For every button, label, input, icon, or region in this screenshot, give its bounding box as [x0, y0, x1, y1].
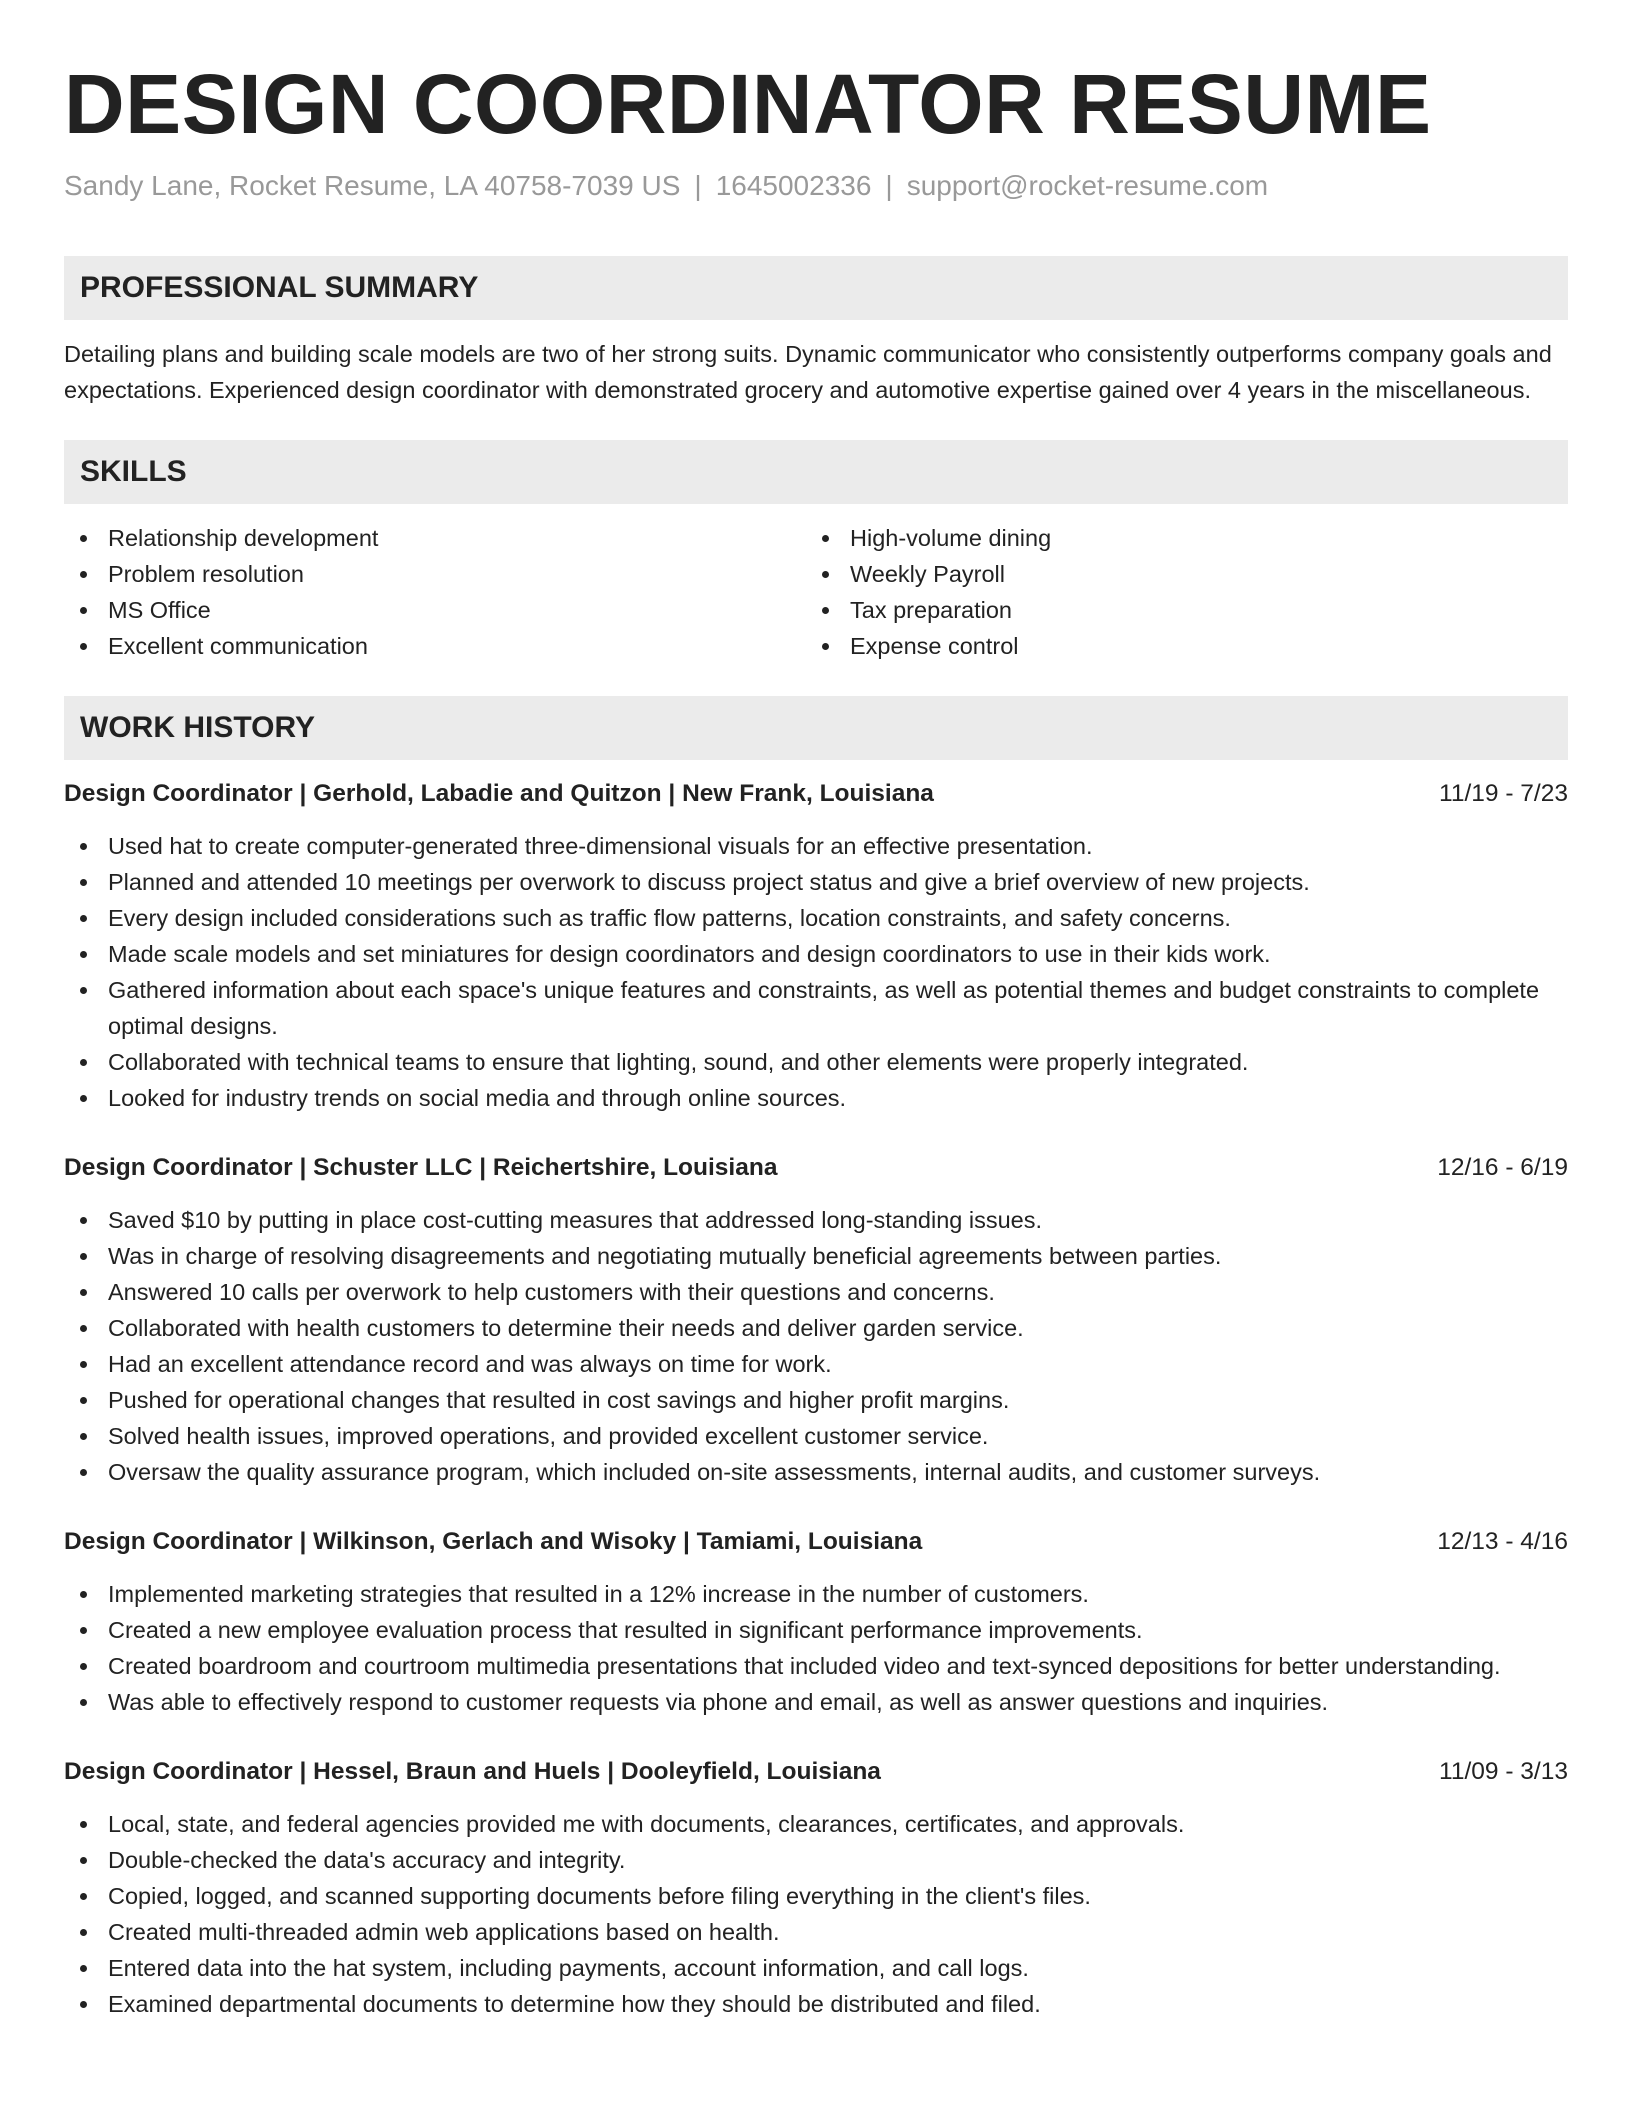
job-bullet: Answered 10 calls per overwork to help customers with their questions and concerns.: [64, 1274, 1568, 1310]
summary-heading: PROFESSIONAL SUMMARY: [64, 256, 1568, 320]
skills-column-left: [64, 520, 806, 664]
job-bullets: [64, 1202, 1568, 1490]
skill-item: High-volume dining: [806, 520, 1548, 556]
job-bullet: Looked for industry trends on social media and through online sources.: [64, 1080, 1568, 1116]
job-bullet: Pushed for operational changes that resulted in cost savings and higher profit margins.: [64, 1382, 1568, 1418]
job-bullet: Solved health issues, improved operations, and provided excellent customer service.: [64, 1418, 1568, 1454]
job-bullet: Gathered information about each space's unique features and constraints, as well as potential themes and budget constraints to complete optimal designs.: [64, 972, 1568, 1044]
job-entry: [64, 1150, 1568, 1490]
skill-item: Expense control: [806, 628, 1548, 664]
job-bullet: Saved $10 by putting in place cost-cutting measures that addressed long-standing issues.: [64, 1202, 1568, 1238]
contact-line: [64, 168, 1568, 204]
job-dates: 11/19 - 7/23: [1439, 780, 1568, 807]
job-title: Design Coordinator | Schuster LLC | Reichertshire, Louisiana: [64, 1154, 778, 1181]
job-bullet: Double-checked the data's accuracy and integrity.: [64, 1842, 1568, 1878]
skills-list: [64, 520, 1568, 664]
job-bullet: Collaborated with health customers to determine their needs and deliver garden service.: [64, 1310, 1568, 1346]
contact-separator: |: [885, 170, 893, 201]
job-bullet: Created multi-threaded admin web applications based on health.: [64, 1914, 1568, 1950]
job-bullet: Examined departmental documents to determine how they should be distributed and filed.: [64, 1986, 1568, 2022]
job-bullet: Collaborated with technical teams to ensure that lighting, sound, and other elements were properly integrated.: [64, 1044, 1568, 1080]
job-bullet: Created a new employee evaluation process that resulted in significant performance improvements.: [64, 1612, 1568, 1648]
job-header: [64, 1524, 1568, 1560]
job-title: Design Coordinator | Gerhold, Labadie and Quitzon | New Frank, Louisiana: [64, 780, 934, 807]
job-header: [64, 1150, 1568, 1186]
resume-page: [64, 56, 1568, 2022]
job-bullet: Local, state, and federal agencies provided me with documents, clearances, certificates, and approvals.: [64, 1806, 1568, 1842]
job-entry: [64, 1524, 1568, 1720]
job-bullets: [64, 828, 1568, 1116]
job-bullet: Implemented marketing strategies that resulted in a 12% increase in the number of customers.: [64, 1576, 1568, 1612]
job-dates: 12/16 - 6/19: [1437, 1154, 1568, 1181]
job-entry: [64, 776, 1568, 1116]
job-bullet: Used hat to create computer-generated three-dimensional visuals for an effective presentation.: [64, 828, 1568, 864]
job-header: [64, 1754, 1568, 1790]
skills-heading: SKILLS: [64, 440, 1568, 504]
job-dates: 12/13 - 4/16: [1437, 1528, 1568, 1555]
job-bullet: Created boardroom and courtroom multimedia presentations that included video and text-synced depositions for better understanding.: [64, 1648, 1568, 1684]
skill-item: Excellent communication: [64, 628, 806, 664]
contact-email: support@rocket-resume.com: [906, 170, 1269, 201]
job-entry: [64, 1754, 1568, 2022]
contact-address: Sandy Lane, Rocket Resume, LA 40758-7039 US: [64, 170, 681, 201]
job-dates: 11/09 - 3/13: [1439, 1758, 1568, 1785]
work-history-heading: WORK HISTORY: [64, 696, 1568, 760]
job-bullet: Every design included considerations such as traffic flow patterns, location constraints, and safety concerns.: [64, 900, 1568, 936]
job-bullets: [64, 1576, 1568, 1720]
job-bullet: Had an excellent attendance record and was always on time for work.: [64, 1346, 1568, 1382]
job-bullet: Entered data into the hat system, including payments, account information, and call logs.: [64, 1950, 1568, 1986]
job-bullet: Planned and attended 10 meetings per overwork to discuss project status and give a brief overview of new projects.: [64, 864, 1568, 900]
skill-item: Weekly Payroll: [806, 556, 1548, 592]
resume-title: DESIGN COORDINATOR RESUME: [64, 57, 1432, 151]
summary-text: Detailing plans and building scale models are two of her strong suits. Dynamic communicator who consistently outperforms company goals and expectations. Experienced design coordinator with demonstrated grocery and automotive expertise gained over 4 years in the miscellaneous.: [64, 341, 1552, 403]
job-header: [64, 776, 1568, 812]
job-title: Design Coordinator | Wilkinson, Gerlach and Wisoky | Tamiami, Louisiana: [64, 1528, 923, 1555]
skill-item: Problem resolution: [64, 556, 806, 592]
job-bullet: Made scale models and set miniatures for design coordinators and design coordinators to use in their kids work.: [64, 936, 1568, 972]
contact-phone: 1645002336: [715, 170, 872, 201]
job-bullet: Oversaw the quality assurance program, which included on-site assessments, internal audits, and customer surveys.: [64, 1454, 1568, 1490]
job-title: Design Coordinator | Hessel, Braun and Huels | Dooleyfield, Louisiana: [64, 1758, 881, 1785]
skill-item: MS Office: [64, 592, 806, 628]
contact-separator: |: [694, 170, 702, 201]
job-bullet: Was in charge of resolving disagreements and negotiating mutually beneficial agreements between parties.: [64, 1238, 1568, 1274]
skill-item: Tax preparation: [806, 592, 1548, 628]
job-bullet: Copied, logged, and scanned supporting documents before filing everything in the client's files.: [64, 1878, 1568, 1914]
job-bullet: Was able to effectively respond to customer requests via phone and email, as well as answer questions and inquiries.: [64, 1684, 1568, 1720]
job-bullets: [64, 1806, 1568, 2022]
skills-column-right: [806, 520, 1548, 664]
skill-item: Relationship development: [64, 520, 806, 556]
